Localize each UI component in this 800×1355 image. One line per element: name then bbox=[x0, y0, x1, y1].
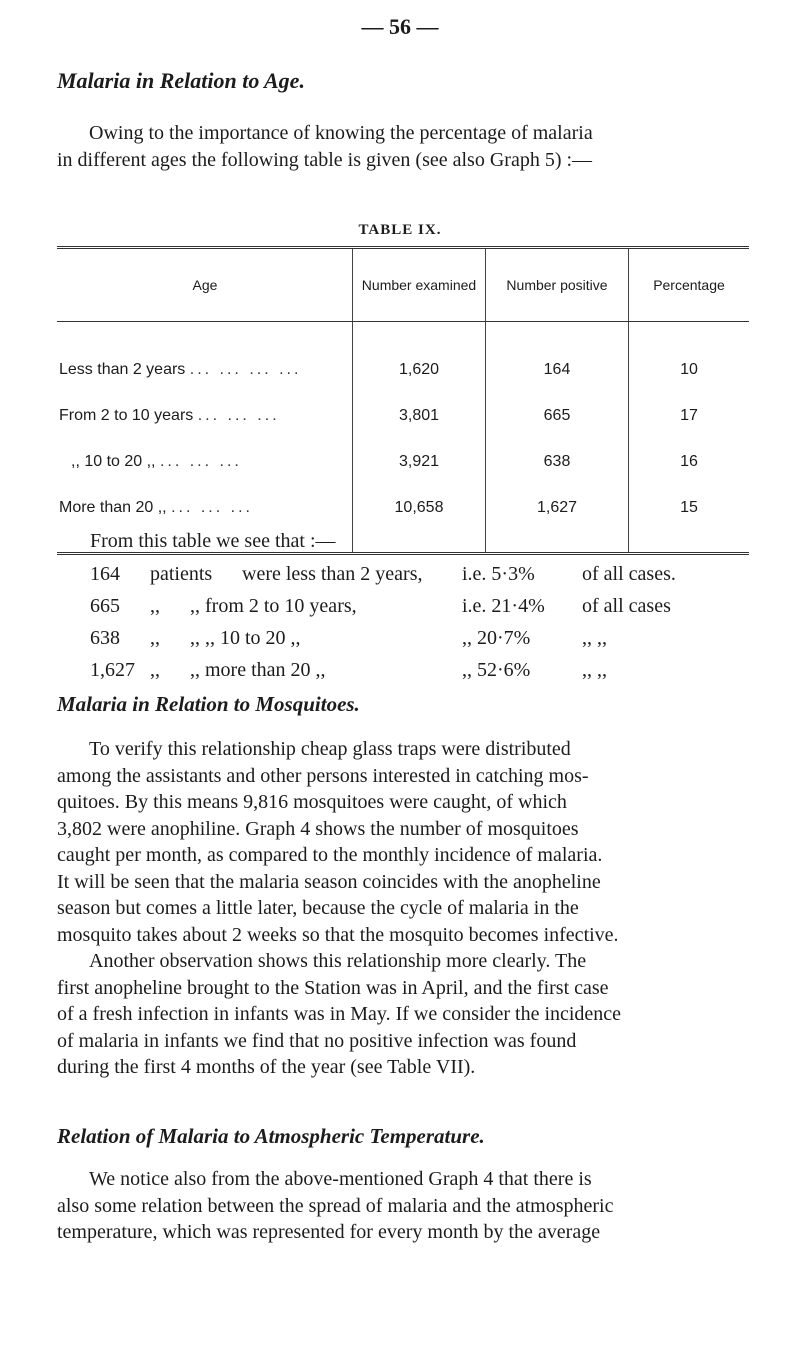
header-age: Age bbox=[57, 248, 353, 322]
age-cell: More than 20 ,, bbox=[59, 499, 167, 516]
examined-cell: 1,620 bbox=[353, 322, 486, 394]
table-row: Less than 2 years ... ... ... ... 1,620 164 10 bbox=[57, 322, 749, 394]
positive-cell: 665 bbox=[486, 393, 629, 439]
mosquito-paragraph bbox=[57, 736, 749, 1081]
positive-cell: 164 bbox=[486, 322, 629, 394]
paragraph-line: of a fresh infection in infants was in May. If we consider the incidence bbox=[57, 1003, 622, 1025]
temperature-paragraph bbox=[57, 1166, 749, 1246]
examined-cell: 10,658 bbox=[353, 485, 486, 554]
summary-row: 164 patients were less than 2 years, i.e. 5·3% of all cases. bbox=[90, 563, 676, 585]
age-cell: ,, 10 to 20 ,, bbox=[71, 453, 156, 470]
summary-row: 665 ,, ,, from 2 to 10 years, i.e. 21·4% of all cases bbox=[90, 595, 671, 617]
paragraph-line: among the assistants and other persons interested in catching mos- bbox=[57, 764, 589, 787]
summary-list bbox=[90, 560, 676, 684]
table-row: ,, 10 to 20 ,, ... ... ... 3,921 638 16 bbox=[57, 439, 749, 485]
paragraph-line: To verify this relationship cheap glass traps were distributed bbox=[89, 738, 571, 760]
examined-cell: 3,921 bbox=[353, 439, 486, 485]
paragraph-line: during the first 4 months of the year (see Table VII). bbox=[57, 1056, 476, 1078]
table-caption: TABLE IX. bbox=[358, 222, 442, 238]
paragraph-line: first anopheline brought to the Station was in April, and the first case bbox=[57, 976, 609, 999]
paragraph-line: Another observation shows this relationship more clearly. The bbox=[89, 950, 587, 972]
paragraph-line: 3,802 were anophiline. Graph 4 shows the number of mosquitoes bbox=[57, 817, 579, 840]
age-table bbox=[57, 246, 749, 555]
section-heading-temperature: Relation of Malaria to Atmospheric Temperature. bbox=[57, 1124, 485, 1148]
positive-cell: 638 bbox=[486, 439, 629, 485]
positive-cell: 1,627 bbox=[486, 485, 629, 554]
percentage-cell: 15 bbox=[629, 485, 750, 554]
table-row: More than 20 ,, ... ... ... 10,658 1,627 15 bbox=[57, 485, 749, 554]
paragraph-line: of malaria in infants we find that no positive infection was found bbox=[57, 1029, 577, 1052]
paragraph-line: in different ages the following table is given (see also Graph 5) :— bbox=[57, 148, 593, 171]
age-cell: Less than 2 years bbox=[59, 361, 186, 378]
paragraph-line: caught per month, as compared to the monthly incidence of malaria. bbox=[57, 844, 603, 866]
summary-lead: From this table we see that :— bbox=[90, 530, 336, 552]
header-positive: Number positive bbox=[486, 248, 629, 322]
section-heading-mosquitoes: Malaria in Relation to Mosquitoes. bbox=[57, 692, 360, 716]
page-number: — 56 — bbox=[361, 14, 439, 39]
paragraph-line: quitoes. By this means 9,816 mosquitoes were caught, of which bbox=[57, 791, 567, 813]
summary-row: 638 ,, ,, ,, 10 to 20 ,, ,, 20·7% ,, ,, bbox=[90, 627, 607, 649]
paragraph-line: It will be seen that the malaria season coincides with the anopheline bbox=[57, 870, 601, 893]
percentage-cell: 16 bbox=[629, 439, 750, 485]
section-heading-age: Malaria in Relation to Age. bbox=[57, 68, 305, 93]
examined-cell: 3,801 bbox=[353, 393, 486, 439]
paragraph-line: also some relation between the spread of malaria and the atmospheric bbox=[57, 1194, 614, 1217]
percentage-cell: 17 bbox=[629, 393, 750, 439]
summary-row: 1,627 ,, ,, more than 20 ,, ,, 52·6% ,, ,, bbox=[90, 659, 607, 681]
table-header-row bbox=[57, 248, 749, 322]
paragraph-line: We notice also from the above-mentioned Graph 4 that there is bbox=[89, 1168, 592, 1190]
paragraph-line: Owing to the importance of knowing the percentage of malaria bbox=[89, 122, 593, 144]
age-cell: From 2 to 10 years bbox=[59, 407, 194, 424]
paragraph-line: mosquito takes about 2 weeks so that the mosquito becomes infective. bbox=[57, 923, 619, 946]
percentage-cell: 10 bbox=[629, 322, 750, 394]
paragraph-line: season but comes a little later, because the cycle of malaria in the bbox=[57, 897, 579, 919]
table-row: From 2 to 10 years ... ... ... 3,801 665 17 bbox=[57, 393, 749, 439]
header-examined: Number examined bbox=[353, 248, 486, 322]
paragraph-line: temperature, which was represented for every month by the average bbox=[57, 1221, 601, 1243]
header-percentage: Percentage bbox=[629, 248, 750, 322]
intro-paragraph bbox=[57, 120, 749, 173]
